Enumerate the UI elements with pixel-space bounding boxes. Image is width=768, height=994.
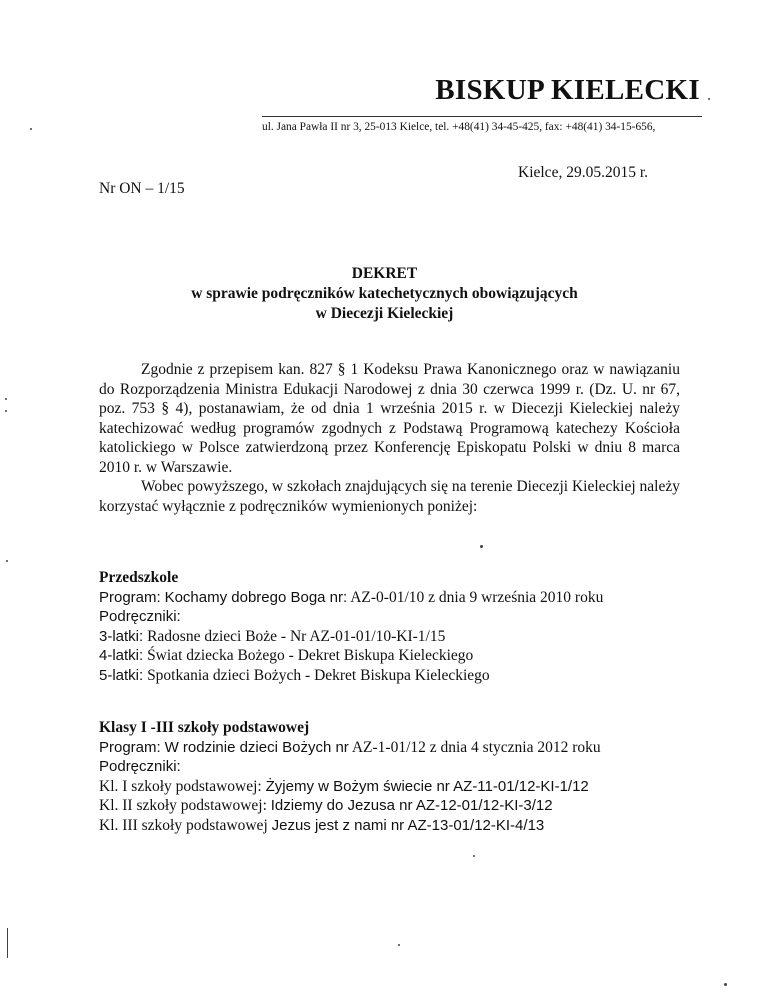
section-title: Klasy I -III szkoły podstawowej xyxy=(99,719,310,736)
section-title: Przedszkole xyxy=(99,569,179,586)
textbooks-label: Podręczniki: xyxy=(99,758,181,775)
item-text: Żyjemy w Bożym świecie nr AZ-11-01/12-KI-1/12 xyxy=(265,777,589,795)
item-text: Radosne dzieci Boże - Nr AZ-01-01/10-KI-1/15 xyxy=(147,627,446,645)
scan-speck xyxy=(5,398,7,400)
item-text: Świat dziecka Bożego - Dekret Biskupa Kieleckiego xyxy=(147,647,474,664)
item-label: Kl. II szkoły podstawowej: xyxy=(99,797,267,814)
decree-title: DEKRET xyxy=(351,265,418,282)
program-name: Kochamy dobrego Boga nr: xyxy=(164,588,348,606)
decree-subtitle-line2: w Diecezji Kieleckiej xyxy=(315,305,454,322)
program-number: AZ-0-01/10 z dnia 9 września 2010 roku xyxy=(350,588,604,606)
decree-heading xyxy=(100,264,669,324)
section-preschool xyxy=(99,568,719,685)
program-label: Program: xyxy=(99,588,161,606)
item-label: Kl. I szkoły podstawowej: xyxy=(99,777,262,795)
list-item xyxy=(99,816,719,836)
scan-speck xyxy=(708,98,710,100)
issuer-address: ul. Jana Pawła II nr 3, 25-013 Kielce, tel. +48(41) 34-45-425, fax: +48(41) 34-15-656, xyxy=(262,121,656,133)
program-line xyxy=(99,588,719,608)
section-primary-grades xyxy=(99,718,719,835)
decree-body xyxy=(99,360,680,516)
body-paragraph-2: Wobec powyższego, w szkołach znajdujących się na terenie Diecezji Kieleckiej należy korzystać wyłącznie z podręczników wymienionych poniżej: xyxy=(99,478,680,515)
list-item xyxy=(99,777,719,797)
item-text: Jezus jest z nami nr AZ-13-01/12-KI-4/13 xyxy=(271,816,545,834)
list-item xyxy=(99,666,719,686)
scan-speck xyxy=(5,410,7,412)
list-item xyxy=(99,627,719,647)
program-number: AZ-1-01/12 z dnia 4 stycznia 2012 roku xyxy=(351,738,601,756)
item-text: Idziemy do Jezusa nr AZ-12-01/12-KI-3/12 xyxy=(270,797,553,814)
scan-speck xyxy=(7,928,8,958)
program-label: Program: xyxy=(99,738,161,756)
scan-speck xyxy=(6,560,8,562)
scan-speck xyxy=(30,128,32,130)
item-label: 4-latki: xyxy=(99,647,144,664)
decree-subtitle-line1: w sprawie podręczników katechetycznych obowiązujących xyxy=(191,285,578,302)
list-item xyxy=(99,796,719,816)
item-label: Kl. III szkoły podstawowej xyxy=(99,816,268,834)
body-paragraph-1: Zgodnie z przepisem kan. 827 § 1 Kodeksu Prawa Kanonicznego oraz w nawiązaniu do Rozporządzenia Ministra Edukacji Narodowej z dnia 30 czerwca 1999 r. (Dz. U. nr 67, poz. 753 § 4), postanawiam, że od dnia 1 września 2015 r. w Diecezji Kieleckiej należy katechizować według programów zgodnych z Podstawą Programową katechezy Kościoła katolickiego w Polsce zatwierdzoną przez Konferencję Episkopatu Polski w dniu 8 marca 2010 r. w Warszawie. xyxy=(99,361,680,476)
scan-speck xyxy=(480,545,483,548)
scan-speck xyxy=(724,983,727,986)
issuer-title: BISKUP KIELECKI xyxy=(435,74,700,106)
item-label: 3-latki: xyxy=(99,627,144,645)
document-date: Kielce, 29.05.2015 r. xyxy=(518,164,649,181)
program-name: W rodzinie dzieci Bożych nr xyxy=(164,738,349,756)
header-divider xyxy=(262,116,702,117)
reference-number: Nr ON – 1/15 xyxy=(99,180,185,197)
scan-speck xyxy=(398,944,400,946)
list-item xyxy=(99,646,719,666)
program-line xyxy=(99,738,719,758)
textbooks-label: Podręczniki: xyxy=(99,608,181,625)
scan-speck xyxy=(473,855,475,857)
item-text: Spotkania dzieci Bożych - Dekret Biskupa Kieleckiego xyxy=(147,666,490,684)
item-label: 5-latki: xyxy=(99,666,144,684)
